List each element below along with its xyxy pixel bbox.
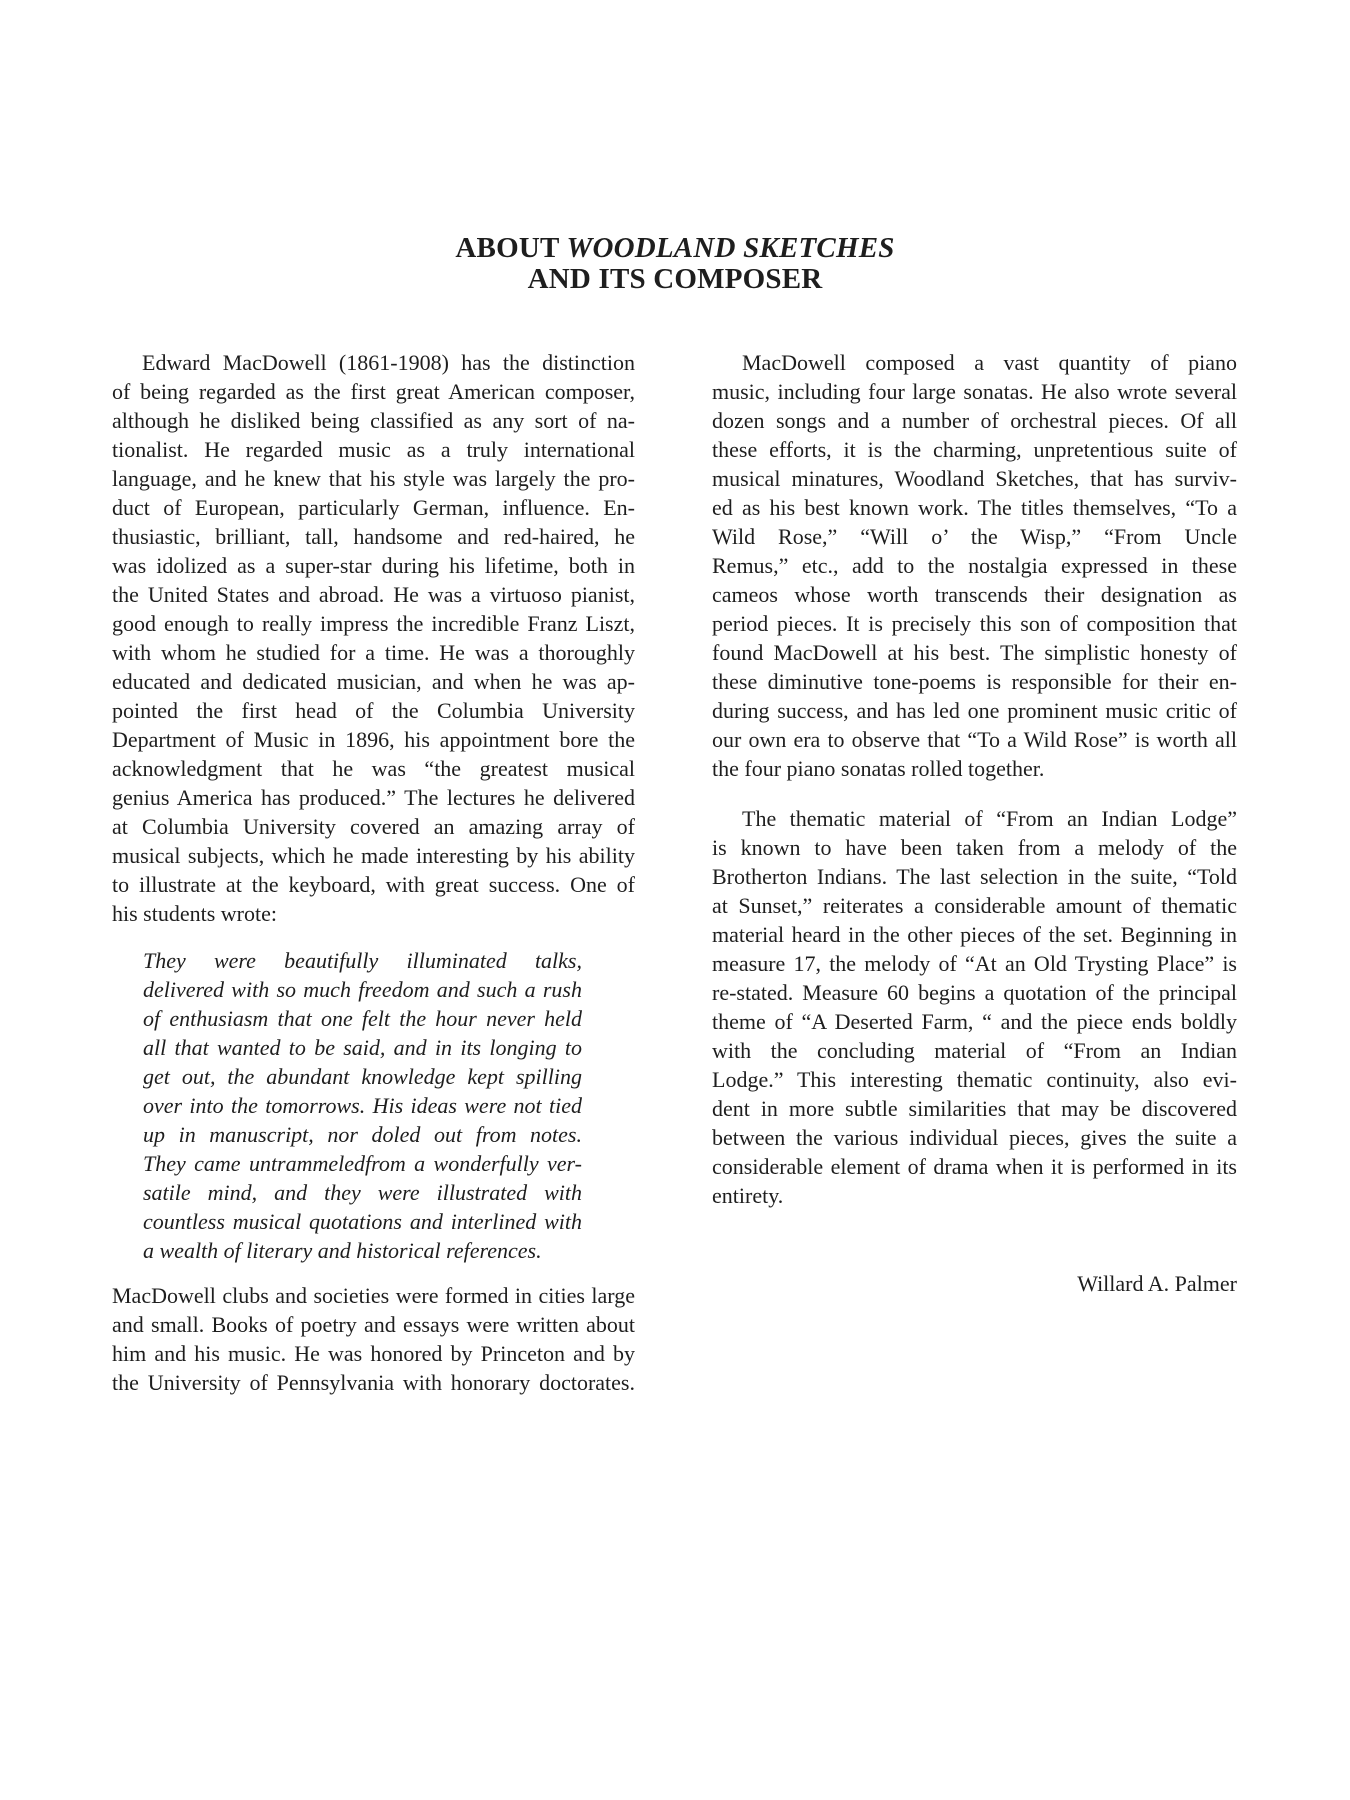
text-line: musical minatures, Woodland Sketches, that has surviv- [712, 466, 1237, 491]
title-line-1 [0, 233, 1350, 264]
text-line: MacDowell clubs and societies were formed in cities large [112, 1283, 635, 1308]
text-line: material heard in the other pieces of the set. Beginning in [712, 922, 1237, 947]
text-line: countless musical quotations and interlined with [143, 1209, 582, 1234]
text-line: considerable element of drama when it is performed in its [712, 1154, 1237, 1179]
text-line: these diminutive tone-poems is responsible for their en- [712, 669, 1237, 694]
paragraph-honors [112, 1281, 635, 1397]
text-line: during success, and has led one prominent music critic of [712, 698, 1237, 723]
text-line: his students wrote: [112, 901, 277, 926]
text-line: of enthusiasm that one felt the hour never held [143, 1006, 582, 1031]
text-line: was idolized as a super-star during his lifetime, both in [112, 553, 635, 578]
text-line: period pieces. It is precisely this son of composition that [712, 611, 1237, 636]
text-line: and small. Books of poetry and essays were written about [112, 1312, 635, 1337]
text-line: with whom he studied for a time. He was a thoroughly [112, 640, 635, 665]
text-line: him and his music. He was honored by Princeton and by [112, 1341, 635, 1366]
text-line: dent in more subtle similarities that may be discovered [712, 1096, 1237, 1121]
text-line: of being regarded as the first great American composer, [112, 379, 635, 404]
paragraph-biography [112, 348, 635, 928]
text-line: Remus,” etc., add to the nostalgia expressed in these [712, 553, 1237, 578]
text-line: Brotherton Indians. The last selection in the suite, “Told [712, 864, 1237, 889]
text-line: measure 17, the melody of “At an Old Trysting Place” is [712, 951, 1237, 976]
page-title [0, 233, 1350, 295]
text-line: ed as his best known work. The titles themselves, “To a [712, 495, 1237, 520]
author-signature: Willard A. Palmer [1077, 1271, 1237, 1296]
text-line: MacDowell composed a vast quantity of piano [742, 350, 1237, 375]
paragraph-woodland-sketches [712, 348, 1237, 783]
text-line: re-stated. Measure 60 begins a quotation of the principal [712, 980, 1237, 1005]
text-line: is known to have been taken from a melody of the [712, 835, 1237, 860]
text-line: theme of “A Deserted Farm, “ and the piece ends boldly [712, 1009, 1237, 1034]
text-line: with the concluding material of “From an Indian [712, 1038, 1237, 1063]
text-line: tionalist. He regarded music as a truly international [112, 437, 635, 462]
text-line: Department of Music in 1896, his appointment bore the [112, 727, 635, 752]
text-line: musical subjects, which he made interesting by his ability [112, 843, 635, 868]
text-line: these efforts, it is the charming, unpretentious suite of [712, 437, 1237, 462]
paragraph-thematic-material [712, 804, 1237, 1210]
title-line-2: AND ITS COMPOSER [527, 263, 823, 295]
text-line: over into the tomorrows. His ideas were not tied [143, 1093, 582, 1118]
left-column [112, 348, 635, 1397]
text-line: between the various individual pieces, gives the suite a [712, 1125, 1237, 1150]
text-line: a wealth of literary and historical references. [143, 1238, 542, 1263]
text-line: music, including four large sonatas. He also wrote several [712, 379, 1237, 404]
text-line: the University of Pennsylvania with honorary doctorates. [112, 1370, 635, 1395]
text-line: cameos whose worth transcends their designation as [712, 582, 1237, 607]
text-line: to illustrate at the keyboard, with great success. One of [112, 872, 635, 897]
text-line: the United States and abroad. He was a virtuoso pianist, [112, 582, 635, 607]
text-line: thusiastic, brilliant, tall, handsome and red-haired, he [112, 524, 635, 549]
text-line: at Columbia University covered an amazing array of [112, 814, 635, 839]
text-line: dozen songs and a number of orchestral pieces. Of all [712, 408, 1237, 433]
text-line: up in manuscript, nor doled out from notes. [143, 1122, 582, 1147]
block-quote-student-testimonial [143, 946, 582, 1265]
text-line: our own era to observe that “To a Wild Rose” is worth all [712, 727, 1237, 752]
text-line: entirety. [712, 1183, 784, 1208]
text-line: They came untrammeledfrom a wonderfully ver- [143, 1151, 582, 1176]
right-column [712, 348, 1237, 1298]
text-line: duct of European, particularly German, influence. En- [112, 495, 635, 520]
text-line: delivered with so much freedom and such a rush [143, 977, 582, 1002]
title-about-text: ABOUT [455, 232, 567, 264]
text-line: educated and dedicated musician, and when he was ap- [112, 669, 635, 694]
title-work-name: WOODLAND SKETCHES [566, 232, 895, 264]
text-line: although he disliked being classified as any sort of na- [112, 408, 635, 433]
text-line: Edward MacDowell (1861-1908) has the distinction [142, 350, 635, 375]
text-line: genius America has produced.” The lectures he delivered [112, 785, 635, 810]
text-line: the four piano sonatas rolled together. [712, 756, 1045, 781]
text-line: Lodge.” This interesting thematic continuity, also evi- [712, 1067, 1237, 1092]
text-line: get out, the abundant knowledge kept spilling [143, 1064, 582, 1089]
text-line: language, and he knew that his style was largely the pro- [112, 466, 635, 491]
text-line: The thematic material of “From an Indian Lodge” [742, 806, 1237, 831]
text-line: at Sunset,” reiterates a considerable amount of thematic [712, 893, 1237, 918]
text-line: acknowledgment that he was “the greatest musical [112, 756, 635, 781]
text-line: pointed the first head of the Columbia University [112, 698, 635, 723]
text-line: all that wanted to be said, and in its longing to [143, 1035, 582, 1060]
text-line: They were beautifully illuminated talks, [143, 948, 582, 973]
text-line: Wild Rose,” “Will o’ the Wisp,” “From Uncle [712, 524, 1237, 549]
text-line: found MacDowell at his best. The simplistic honesty of [712, 640, 1237, 665]
text-line: good enough to really impress the incredible Franz Liszt, [112, 611, 635, 636]
text-line: satile mind, and they were illustrated with [143, 1180, 582, 1205]
